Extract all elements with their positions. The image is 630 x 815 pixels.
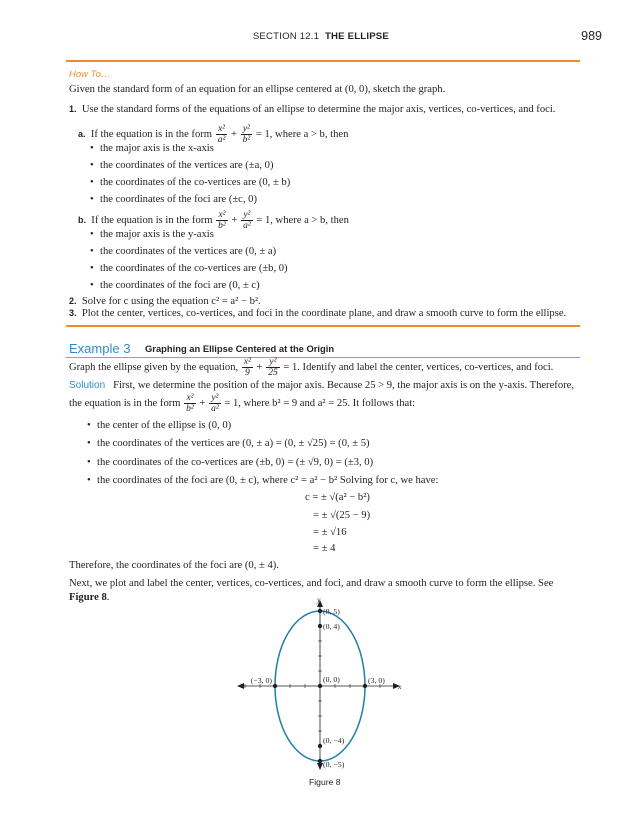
bullet-item: • the coordinates of the vertices are (±a, 0) <box>100 160 273 171</box>
equation-line: c = ± √(a² − b²) <box>305 492 370 503</box>
fraction: $\frac{\text{x²}}{\text{a²}}$ <box>217 124 226 145</box>
bullet-item: • the coordinates of the co-vertices are (0, ± b) <box>100 177 290 188</box>
point-label: (3, 0) <box>368 676 385 685</box>
fraction: $\frac{\text{y²}}{\text{b²}}$ <box>242 124 251 145</box>
fraction: $\frac{\text{y²}}{\text{a²}}$ <box>243 210 251 231</box>
equation-form-line: the equation is in the form $\frac{\text{x²}}{\text{b²}}$ + $\frac{\text{y²}}{\text{a²}}$ = 1, where b² = 9 and a² = 25. It follows that: <box>69 393 416 414</box>
step-2: 2. Solve for c using the equation c² = a² − b². <box>69 296 261 307</box>
ellipse-graph <box>230 596 410 772</box>
howto-intro: Given the standard form of an equation for an ellipse centered at (0, 0), sketch the graph. <box>69 84 446 95</box>
fraction: $\frac{\text{y²}}{\text{a²}}$ <box>211 393 219 414</box>
howto-label: How To… <box>69 69 111 80</box>
equation-line: = ± √(25 − 9) <box>313 510 371 521</box>
bullet-item: • the coordinates of the co-vertices are (±b, 0) = (± √9, 0) = (±3, 0) <box>97 457 373 468</box>
equation-line: = ± √16 <box>313 527 347 538</box>
solution-line: Solution First, we determine the position of the major axis. Because 25 > 9, the major axis is on the y-axis. Therefore, <box>69 380 574 391</box>
bullet-item: • the coordinates of the vertices are (0, ± a) <box>100 246 276 257</box>
step-3: 3. Plot the center, vertices, co-vertices, and foci in the coordinate plane, and draw a smooth curve to form the ellipse. <box>69 308 567 319</box>
point-label: (0, 5) <box>323 607 340 616</box>
solution-label: Solution <box>69 380 106 391</box>
fraction: $\frac{\text{x²}}{\text{b²}}$ <box>218 210 226 231</box>
example-title: Graphing an Ellipse Centered at the Origin <box>145 343 335 354</box>
figure-reference: Figure 8. <box>69 592 110 603</box>
point-label: (0, −5) <box>323 760 345 769</box>
point <box>363 684 367 688</box>
point <box>318 624 322 628</box>
howto-bottom-rule <box>66 325 580 327</box>
bullet-item: • the major axis is the x-axis <box>100 143 214 154</box>
step-1b: b. If the equation is in the form $\frac{\text{x²}}{\text{b²}}$ + $\frac{\text{y²}}{\text{a²}}$ = 1, where a > b, then <box>78 210 349 231</box>
bullet-item: • the coordinates of the co-vertices are (±b, 0) <box>100 263 288 274</box>
bullet-item: • the coordinates of the foci are (0, ± c) <box>100 280 260 291</box>
bullet-item: • the major axis is the y-axis <box>100 229 214 240</box>
point <box>318 609 322 613</box>
point <box>318 744 322 748</box>
point-label: (0, 4) <box>323 622 340 631</box>
next-text: Next, we plot and label the center, vertices, co-vertices, and foci, and draw a smooth curve to form the ellipse. See <box>69 578 554 589</box>
point-label: (0, 0) <box>323 675 340 684</box>
step-1a: a. If the equation is in the form $\frac{\text{x²}}{\text{a²}}$ + $\frac{\text{y²}}{\text{b²}}$ = 1, where a > b, then <box>78 124 349 145</box>
example-prompt: Graph the ellipse given by the equation, $\frac{\text{x²}}{9}$ + $\frac{\text{y²}}{25}$ = 1. Identify and label the center, vertices, co-vertices, and foci. <box>69 357 554 378</box>
point-label: (0, −4) <box>323 736 345 745</box>
step-1: 1. Use the standard forms of the equations of an ellipse to determine the major axis, vertices, co-vertices, and foci. <box>69 104 556 115</box>
bullet-item: • the center of the ellipse is (0, 0) <box>97 420 231 431</box>
example-label: Example 3 <box>69 341 131 356</box>
point <box>318 759 322 763</box>
fraction: $\frac{\text{y²}}{25}$ <box>268 357 278 378</box>
bullet-item: • the coordinates of the foci are (0, ± c), where c² = a² − b² Solving for c, we have: <box>97 475 438 486</box>
x-axis-label: x <box>398 682 402 691</box>
top-rule <box>66 60 580 62</box>
section-label: SECTION 12.1 THE ELLIPSE <box>252 31 389 42</box>
bullet-item: • the coordinates of the foci are (±c, 0) <box>100 194 257 205</box>
point <box>318 684 322 688</box>
page-number: 989 <box>581 29 602 43</box>
foci-conclusion: Therefore, the coordinates of the foci are (0, ± 4). <box>69 560 279 571</box>
fraction: $\frac{\text{x²}}{9}$ <box>243 357 251 378</box>
equation-line: = ± 4 <box>313 543 336 554</box>
y-axis-label: y <box>317 596 321 604</box>
bullet-item: • the coordinates of the vertices are (0, ± a) = (0, ± √25) = (0, ± 5) <box>97 438 370 449</box>
page-header <box>0 29 630 49</box>
point-label: (−3, 0) <box>250 676 272 685</box>
figure-caption: Figure 8 <box>309 777 341 787</box>
fraction: $\frac{\text{x²}}{\text{b²}}$ <box>186 393 194 414</box>
point <box>273 684 277 688</box>
x-axis-arrow <box>237 683 244 689</box>
